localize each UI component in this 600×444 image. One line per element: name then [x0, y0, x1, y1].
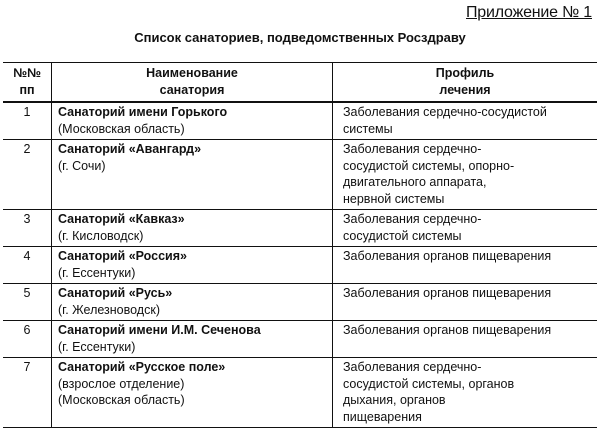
row-number: 6 [3, 321, 52, 358]
sanatorium-name: Санаторий «Авангард» [58, 142, 202, 156]
row-number: 3 [3, 210, 52, 247]
sanatorium-cell [52, 321, 333, 358]
header-name-line: санатория [159, 82, 225, 97]
header-profile-line: Профиль [435, 66, 495, 80]
sanatorium-location: (г. Сочи) [58, 158, 106, 173]
sanatorium-location: (г. Кисловодск) [58, 228, 144, 243]
header-name [52, 63, 333, 103]
row-number: 2 [3, 140, 52, 210]
treatment-profile-line: Заболевания органов пищеварения [343, 286, 552, 300]
sanatorium-cell [52, 102, 333, 140]
treatment-profile [333, 284, 598, 321]
row-number: 1 [3, 102, 52, 140]
treatment-profile-line: пищеварения [343, 409, 422, 424]
treatment-profile [333, 102, 598, 140]
row-number: 4 [3, 247, 52, 284]
sanatorium-name: Санаторий «Кавказ» [58, 212, 185, 226]
sanatorium-name: Санаторий «Россия» [58, 249, 187, 263]
sanatorium-name: Санаторий «Русь» [58, 286, 173, 300]
sanatorium-table [3, 62, 597, 428]
table-row [3, 321, 597, 358]
header-number-line: пп [19, 82, 35, 97]
table-body [3, 102, 597, 428]
treatment-profile-line: Заболевания органов пищеварения [343, 249, 552, 263]
treatment-profile-line: дыхания, органов [343, 393, 446, 407]
treatment-profile [333, 210, 598, 247]
sanatorium-location: (г. Ессентуки) [58, 339, 136, 354]
row-number: 5 [3, 284, 52, 321]
treatment-profile [333, 247, 598, 284]
sanatorium-cell [52, 140, 333, 210]
treatment-profile-line: Заболевания сердечно- [343, 212, 482, 226]
treatment-profile-line: Заболевания сердечно- [343, 142, 482, 156]
document-title: Список санаториев, подведомственных Росздраву [134, 30, 466, 45]
appendix-label: Приложение № 1 [466, 4, 592, 21]
treatment-profile-line: Заболевания сердечно- [343, 360, 482, 374]
sanatorium-cell [52, 284, 333, 321]
treatment-profile-line: сосудистой системы, органов [343, 376, 515, 391]
table-row [3, 247, 597, 284]
sanatorium-location: (г. Железноводск) [58, 302, 160, 317]
header-name-line: Наименование [146, 66, 238, 80]
table-header-row [3, 63, 597, 103]
table-row [3, 358, 597, 428]
treatment-profile-line: нервной системы [343, 191, 445, 206]
sanatorium-name: Санаторий «Русское поле» [58, 360, 226, 374]
row-number: 7 [3, 358, 52, 428]
treatment-profile [333, 358, 598, 428]
table-row [3, 210, 597, 247]
sanatorium-name: Санаторий имени Горького [58, 105, 228, 119]
header-profile [333, 63, 598, 103]
sanatorium-location: (Московская область) [58, 121, 185, 136]
sanatorium-location: (взрослое отделение) [58, 376, 185, 391]
sanatorium-name: Санаторий имени И.М. Сеченова [58, 323, 261, 337]
treatment-profile-line: сосудистой системы, опорно- [343, 158, 515, 173]
treatment-profile [333, 321, 598, 358]
treatment-profile-line: двигательного аппарата, [343, 175, 487, 189]
treatment-profile-line: сосудистой системы [343, 228, 462, 243]
sanatorium-location: (Московская область) [58, 393, 185, 407]
sanatorium-cell [52, 210, 333, 247]
sanatorium-cell [52, 358, 333, 428]
sanatorium-cell [52, 247, 333, 284]
sanatorium-location: (г. Ессентуки) [58, 265, 136, 280]
table-row [3, 284, 597, 321]
header-number [3, 63, 52, 103]
header-profile-line: лечения [439, 82, 491, 97]
table-row [3, 140, 597, 210]
treatment-profile-line: Заболевания органов пищеварения [343, 323, 552, 337]
treatment-profile [333, 140, 598, 210]
header-number-line: №№ [13, 66, 41, 80]
treatment-profile-line: Заболевания сердечно-сосудистой [343, 105, 547, 119]
treatment-profile-line: системы [343, 121, 393, 136]
table-row [3, 102, 597, 140]
